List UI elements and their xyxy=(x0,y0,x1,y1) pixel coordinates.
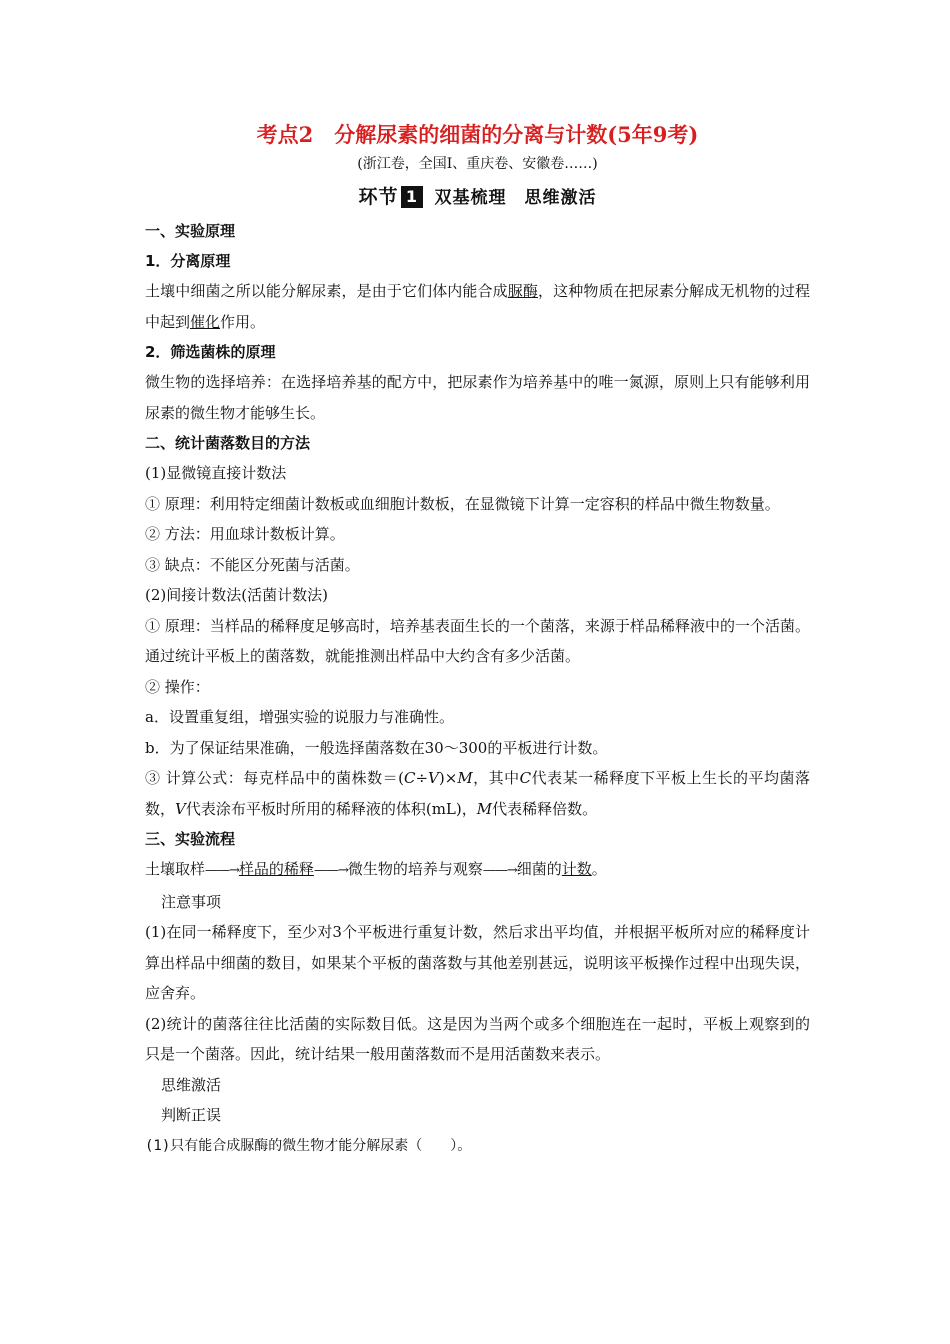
banner-word: 环节 xyxy=(358,186,399,208)
operation-a: a．设置重复组，增强实验的说服力与准确性。 xyxy=(145,708,454,726)
think-heading: 思维激活 xyxy=(161,1075,222,1094)
document-page xyxy=(145,120,810,1161)
arrow-icon: ——→ xyxy=(482,863,517,878)
procedure-flow: 土壤取样——→样品的稀释——→微生物的培养与观察——→细菌的计数。 xyxy=(145,860,607,878)
method-indirect: (2)间接计数法(活菌计数法) xyxy=(145,586,328,604)
method-direct-drawback: ③ 缺点：不能区分死菌与活菌。 xyxy=(145,555,360,574)
note-1: (1)在同一稀释度下，至少对3个平板进行重复计数，然后求出平均值，并根据平板所对应的稀释度计算出样品中细菌的数目，如果某个平板的菌落数与其他差别甚远，说明该平板操作过程中出现失误，应舍弃。 xyxy=(145,923,810,1002)
operation-b: b．为了保证结果准确，一般选择菌落数在30～300的平板进行计数。 xyxy=(145,738,608,757)
blank-answer-catalysis: 催化 xyxy=(190,312,221,331)
heading-procedure: 三、实验流程 xyxy=(145,830,236,848)
section-banner xyxy=(145,182,810,212)
page-title: 考点2 分解尿素的细菌的分离与计数(5年9考) xyxy=(256,122,699,147)
note-2: (2)统计的菌落往往比活菌的实际数目低。这是因为当两个或多个细胞连在一起时，平板上观察到的只是一个菌落。因此，统计结果一般用菌落数而不是用活菌数来表示。 xyxy=(145,1014,810,1063)
blank-answer-urease: 脲酶 xyxy=(507,282,539,300)
method-direct-principle: ① 原理：利用特定细菌计数板或血细胞计数板，在显微镜下计算一定容积的样品中微生物数量。 xyxy=(145,494,780,513)
heading-principle: 一、实验原理 xyxy=(145,222,236,240)
method-direct-method: ② 方法：用血球计数板计算。 xyxy=(145,525,345,543)
heading-counting-methods: 二、统计菌落数目的方法 xyxy=(145,434,311,452)
method-indirect-operation: ② 操作： xyxy=(145,677,210,696)
notes-heading: 注意事项 xyxy=(161,892,222,911)
question-1: (1)只有能合成脲酶的微生物才能分解尿素（ ）。 xyxy=(145,1137,472,1154)
banner-text: 双基梳理 思维激活 xyxy=(434,188,597,208)
formula-paragraph: ③ 计算公式：每克样品中的菌株数＝(C÷V)×M，其中C代表某一稀释度下平板上生长的平均菌落数，V代表涂布平板时所用的稀释液的体积(mL)，M代表稀释倍数。 xyxy=(145,769,810,818)
blank-answer-dilution: 样品的稀释 xyxy=(238,860,314,878)
subheading-screening: 2．筛选菌株的原理 xyxy=(145,343,276,361)
method-indirect-principle: ① 原理：当样品的稀释度足够高时，培养基表面生长的一个菌落，来源于样品稀释液中的一个活菌。通过统计平板上的菌落数，就能推测出样品中大约含有多少活菌。 xyxy=(145,616,810,665)
subheading-separation: 1．分离原理 xyxy=(145,252,231,270)
paragraph-screening: 微生物的选择培养：在选择培养基的配方中，把尿素作为培养基中的唯一氮源，原则上只有能够利用尿素的微生物才能够生长。 xyxy=(145,373,810,422)
method-direct: (1)显微镜直接计数法 xyxy=(145,464,287,482)
banner-number-badge: 1 xyxy=(401,186,423,208)
blank-answer-counting: 计数 xyxy=(561,860,592,878)
judge-heading: 判断正误 xyxy=(161,1106,222,1124)
exam-sources: (浙江卷，全国Ⅰ、重庆卷、安徽卷……) xyxy=(357,156,598,172)
arrow-icon: ——→ xyxy=(205,863,239,878)
arrow-icon: ——→ xyxy=(313,863,348,878)
paragraph-separation: 土壤中细菌之所以能分解尿素，是由于它们体内能合成脲酶，这种物质在把尿素分解成无机物的过程中起到催化作用。 xyxy=(145,282,810,331)
